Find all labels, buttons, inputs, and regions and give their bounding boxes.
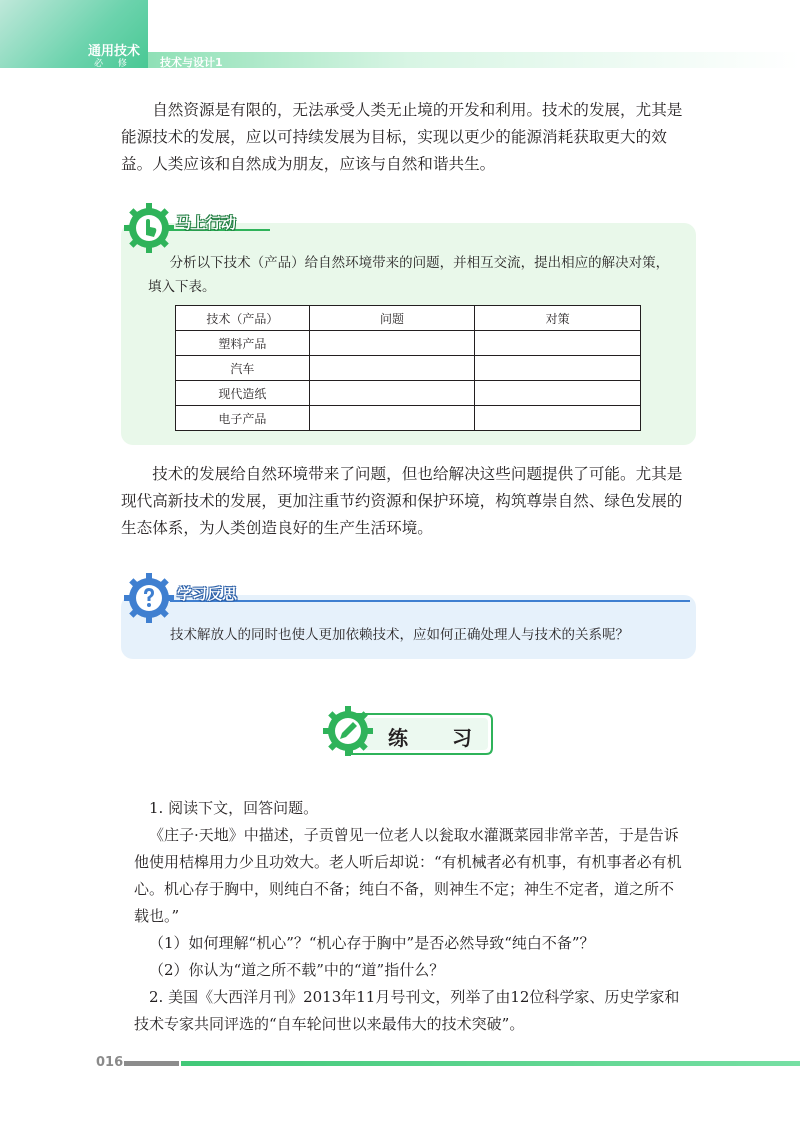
footer-bar-green bbox=[181, 1061, 800, 1066]
table-cell-tech: 塑料产品 bbox=[176, 331, 310, 356]
table-cell-solution[interactable] bbox=[475, 356, 641, 381]
table-cell-problem[interactable] bbox=[309, 381, 475, 406]
table-header-solution: 对策 bbox=[475, 306, 641, 331]
table-row bbox=[176, 331, 641, 356]
table-header-problem: 问题 bbox=[309, 306, 475, 331]
table-row bbox=[176, 356, 641, 381]
page-number: 016 bbox=[96, 1055, 124, 1070]
table-cell-problem[interactable] bbox=[309, 406, 475, 431]
tech-problem-table bbox=[175, 305, 641, 431]
table-header-row bbox=[176, 306, 641, 331]
header-strip bbox=[148, 52, 800, 68]
table-row bbox=[176, 381, 641, 406]
table-cell-solution[interactable] bbox=[475, 331, 641, 356]
exercise-quote: 《庄子·天地》中描述，子贡曾见一位老人以瓮取水灌溉菜园非常辛苦，于是告诉他使用桔槔用力少且功效大。老人听后却说：“有机械者必有机事，有机事者必有机心。机心存于胸中，则纯白不备；纯白不备，则神生不定；神生不定者，道之所不载也。” bbox=[134, 826, 682, 925]
table-cell-solution[interactable] bbox=[475, 381, 641, 406]
table-cell-tech: 现代造纸 bbox=[176, 381, 310, 406]
table-cell-solution[interactable] bbox=[475, 406, 641, 431]
question-mark-icon bbox=[122, 571, 176, 625]
hand-pointer-icon bbox=[122, 201, 176, 255]
reflect-title-underline bbox=[170, 600, 690, 602]
exercise-sub2: （2）你认为“道之所不载”中的“道”指什么？ bbox=[149, 961, 445, 979]
exercise-sub1: （1）如何理解“机心”？“机心存于胸中”是否必然导致“纯白不备”？ bbox=[149, 934, 595, 952]
reflect-question: 技术解放人的同时也使人更加依赖技术，应如何正确处理人与技术的关系呢？ bbox=[170, 627, 629, 643]
exercise-q2: 2. 美国《大西洋月刊》2013年11月号刊文，列举了由12位科学家、历史学家和技术专家共同评选的“自车轮问世以来最伟大的技术突破”。 bbox=[134, 988, 680, 1033]
header-subject: 通用技术 bbox=[88, 44, 141, 59]
table-header-tech: 技术（产品） bbox=[176, 306, 310, 331]
exercise-label: 练习 bbox=[388, 726, 516, 750]
table-cell-problem[interactable] bbox=[309, 331, 475, 356]
table-cell-tech: 汽车 bbox=[176, 356, 310, 381]
reflect-title: 学习反思 bbox=[177, 585, 238, 603]
footer-bar-gray bbox=[124, 1061, 179, 1066]
exercise-q1: 1. 阅读下文，回答问题。 bbox=[149, 799, 319, 817]
header-book-title: 技术与设计1 bbox=[160, 56, 223, 69]
header-track: 必 修 bbox=[94, 59, 133, 69]
tech-development-paragraph: 技术的发展给自然环境带来了问题，但也给解决这些问题提供了可能。尤其是现代高新技术的发展，更加注重节约资源和保护环境，构筑尊崇自然、绿色发展的生态体系，为人类创造良好的生产生活环境。 bbox=[121, 465, 683, 537]
pencil-icon bbox=[321, 704, 375, 758]
intro-paragraph: 自然资源是有限的，无法承受人类无止境的开发和利用。技术的发展，尤其是能源技术的发展，应以可持续发展为目标，实现以更少的能源消耗获取更大的效益。人类应该和自然成为朋友，应该与自然和谐共生。 bbox=[121, 101, 683, 173]
table-cell-problem[interactable] bbox=[309, 356, 475, 381]
table-row bbox=[176, 406, 641, 431]
action-title: 马上行动 bbox=[176, 214, 237, 232]
action-instruction: 分析以下技术（产品）给自然环境带来的问题，并相互交流，提出相应的解决对策，填入下表。 bbox=[148, 255, 670, 295]
table-cell-tech: 电子产品 bbox=[176, 406, 310, 431]
